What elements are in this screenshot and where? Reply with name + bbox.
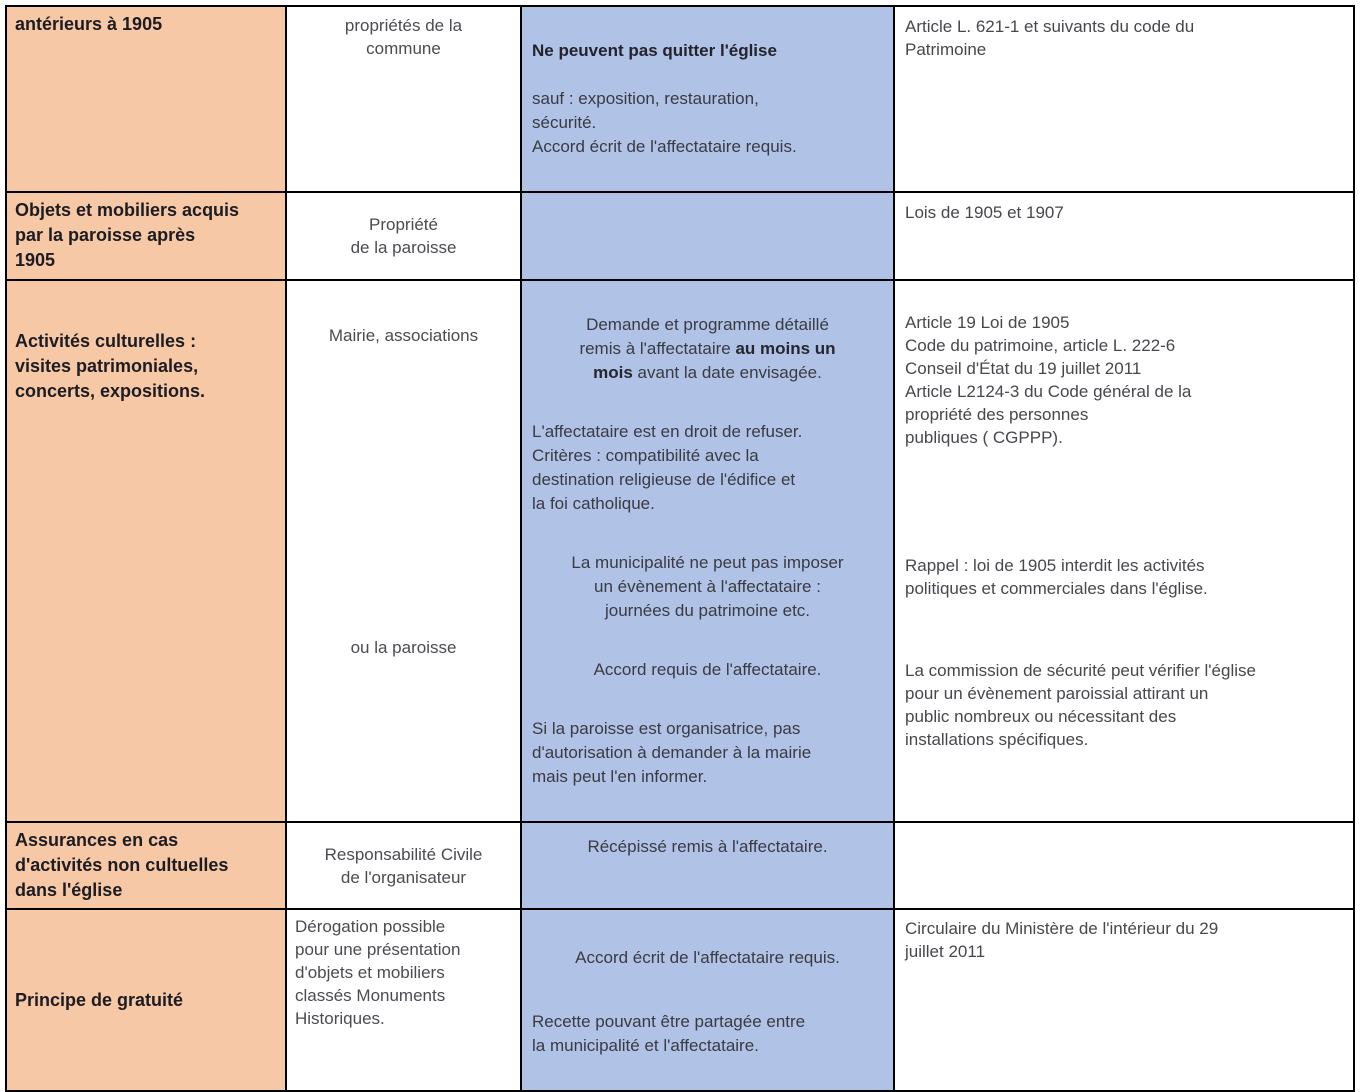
rule-p1-pre: Demande et programme détaillé remis à l'affectataire — [579, 315, 829, 358]
rule-paragraph-1 — [532, 313, 883, 385]
cell-r5-rules — [521, 909, 894, 1091]
rule-paragraph-3: La municipalité ne peut pas imposer un évènement à l'affectataire : journées du patrimoine etc. — [571, 553, 844, 620]
cell-r1-header: antérieurs à 1905 — [6, 6, 286, 192]
rule-body-text: sauf : exposition, restauration, sécurité. Accord écrit de l'affectataire requis. — [532, 89, 797, 156]
rule-paragraph-2: L'affectataire est en droit de refuser. Critères : compatibilité avec la destination religieuse de l'édifice et la foi catholique. — [532, 422, 803, 513]
table-row — [6, 909, 1354, 1091]
rule-bold-line: Ne peuvent pas quitter l'église — [532, 41, 777, 60]
cell-r2-references: Lois de 1905 et 1907 — [894, 192, 1354, 280]
cell-r4-owner: Responsabilité Civile de l'organisateur — [286, 822, 521, 909]
cell-r3-owner — [286, 280, 521, 822]
cell-r1-references: Article L. 621-1 et suivants du code du Patrimoine — [894, 6, 1354, 192]
cell-r3-rules — [521, 280, 894, 822]
rule-paragraph-4: Accord requis de l'affectataire. — [593, 660, 822, 679]
table-row — [6, 192, 1354, 280]
table-row — [6, 822, 1354, 909]
rule-p1-bold: au moins un mois — [593, 339, 836, 382]
church-objects-activities-table — [5, 5, 1355, 1092]
cell-r4-references — [894, 822, 1354, 909]
cell-r4-header: Assurances en cas d'activités non cultuelles dans l'église — [6, 822, 286, 909]
reference-block-2: Rappel : loi de 1905 interdit les activités politiques et commerciales dans l'église. — [905, 556, 1208, 598]
rule-paragraph-5: Si la paroisse est organisatrice, pas d'autorisation à demander à la mairie mais peut l'en informer. — [532, 719, 812, 786]
owner-bottom-text: ou la paroisse — [350, 638, 457, 657]
owner-top-text: Mairie, associations — [328, 326, 479, 345]
reference-block-1: Article 19 Loi de 1905 Code du patrimoine, article L. 222-6 Conseil d'État du 19 juillet 2011 Article L2124-3 du Code général de la propriété des personnes publiques ( CGPPP). — [905, 313, 1192, 447]
table-row — [6, 280, 1354, 822]
cell-r4-rules: Récépissé remis à l'affectataire. — [521, 822, 894, 909]
rule-paragraph-2: Recette pouvant être partagée entre la municipalité et l'affectataire. — [532, 1012, 806, 1055]
cell-r2-header: Objets et mobiliers acquis par la paroisse après 1905 — [6, 192, 286, 280]
cell-r5-header: Principe de gratuité — [6, 909, 286, 1091]
cell-r1-rules — [521, 6, 894, 192]
rule-p1-post: avant la date envisagée. — [632, 363, 822, 382]
rule-paragraph-1: Accord écrit de l'affectataire requis. — [575, 948, 840, 967]
cell-r1-owner: propriétés de la commune — [286, 6, 521, 192]
cell-r3-references — [894, 280, 1354, 822]
cell-r5-owner: Dérogation possible pour une présentation d'objets et mobiliers classés Monuments Historiques. — [286, 909, 521, 1091]
cell-r2-rules — [521, 192, 894, 280]
cell-r3-header: Activités culturelles : visites patrimoniales, concerts, expositions. — [6, 280, 286, 822]
cell-r5-references: Circulaire du Ministère de l'intérieur du 29 juillet 2011 — [894, 909, 1354, 1091]
owner-organizers — [287, 304, 520, 701]
reference-block-3: La commission de sécurité peut vérifier l'église pour un évènement paroissial attirant un public nombreux ou nécessitant des installations spécifiques. — [905, 661, 1256, 749]
table-row — [6, 6, 1354, 192]
cell-r2-owner: Propriété de la paroisse — [286, 192, 521, 280]
